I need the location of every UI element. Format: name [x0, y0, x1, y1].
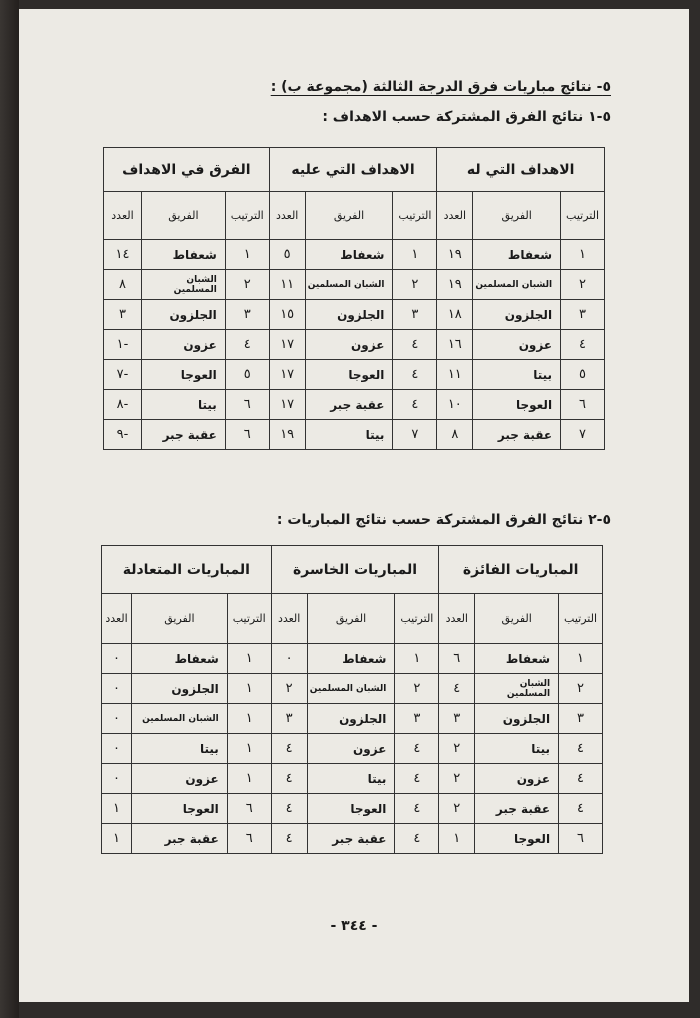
rank-cell: ٤ [393, 360, 437, 390]
goals-table-group-row [104, 148, 605, 192]
count-cell: ٣ [271, 704, 307, 734]
count-cell: ١٧ [269, 360, 305, 390]
column-header: العدد [104, 192, 142, 240]
goals-table-subheader-row [104, 192, 605, 240]
table-row [104, 300, 605, 330]
count-cell: ١١ [437, 360, 473, 390]
rank-cell: ١ [227, 734, 271, 764]
rank-cell: ٣ [559, 704, 603, 734]
rank-cell: ٤ [395, 824, 439, 854]
count-cell: ١٨ [437, 300, 473, 330]
left-binding-strip [0, 0, 19, 1018]
rank-cell: ٦ [227, 824, 271, 854]
team-cell: الشبان المسلمين [307, 674, 395, 704]
team-cell: عزون [307, 734, 395, 764]
count-cell: ٤ [271, 734, 307, 764]
count-cell: ١٦ [437, 330, 473, 360]
table-row [102, 794, 603, 824]
count-cell: ١٧ [269, 330, 305, 360]
table-row [102, 644, 603, 674]
team-cell: عقبة جبر [305, 390, 393, 420]
count-cell: ٨ [437, 420, 473, 450]
column-header: الترتيب [559, 594, 603, 644]
group-header: الاهداف التي عليه [269, 148, 437, 192]
count-cell: ٤ [439, 674, 475, 704]
count-cell: ١٩ [269, 420, 305, 450]
count-cell: ٣ [104, 300, 142, 330]
rank-cell: ١ [393, 240, 437, 270]
rank-cell: ٦ [227, 794, 271, 824]
rank-cell: ٤ [225, 330, 269, 360]
rank-cell: ٧ [561, 420, 605, 450]
team-cell: الجلزون [305, 300, 393, 330]
rank-cell: ٤ [395, 794, 439, 824]
team-cell: بيتا [307, 764, 395, 794]
rank-cell: ١ [395, 644, 439, 674]
group-header: المباريات الفائزة [439, 546, 603, 594]
group-header: الاهداف التي له [437, 148, 605, 192]
count-cell: ١٠ [437, 390, 473, 420]
rank-cell: ٤ [395, 764, 439, 794]
team-cell: بيتا [141, 390, 225, 420]
column-header: الفريق [475, 594, 559, 644]
count-cell: ٨ [104, 270, 142, 300]
table-row [104, 420, 605, 450]
table-row [102, 764, 603, 794]
table-row [102, 824, 603, 854]
team-cell: عقبة جبر [132, 824, 228, 854]
rank-cell: ١ [227, 704, 271, 734]
rank-cell: ٦ [561, 390, 605, 420]
count-cell: ٠ [102, 764, 132, 794]
rank-cell: ٢ [561, 270, 605, 300]
rank-cell: ٣ [561, 300, 605, 330]
team-cell: الجلزون [473, 300, 561, 330]
count-cell: ٠ [102, 644, 132, 674]
count-cell: ٣ [439, 704, 475, 734]
column-header: الفريق [473, 192, 561, 240]
column-header: الترتيب [395, 594, 439, 644]
team-cell: بيتا [475, 734, 559, 764]
count-cell: -٧ [104, 360, 142, 390]
rank-cell: ٤ [559, 764, 603, 794]
rank-cell: ٤ [393, 390, 437, 420]
table-row [102, 674, 603, 704]
team-cell: شعفاط [305, 240, 393, 270]
table-row [104, 390, 605, 420]
count-cell: ١ [102, 824, 132, 854]
count-cell: ١٩ [437, 240, 473, 270]
rank-cell: ٤ [559, 734, 603, 764]
column-header: الفريق [141, 192, 225, 240]
document-page [19, 9, 689, 1002]
count-cell: ٠ [102, 704, 132, 734]
rank-cell: ٦ [225, 390, 269, 420]
team-cell: العوجا [305, 360, 393, 390]
column-header: العدد [271, 594, 307, 644]
column-header: الترتيب [561, 192, 605, 240]
team-cell: الشبان المسلمين [141, 270, 225, 300]
column-header: العدد [437, 192, 473, 240]
team-cell: عقبة جبر [473, 420, 561, 450]
column-header: الفريق [132, 594, 228, 644]
team-cell: عزون [141, 330, 225, 360]
count-cell: ٤ [271, 794, 307, 824]
team-cell: الشبان المسلمين [305, 270, 393, 300]
page-number: - ٣٤٤ - [330, 918, 378, 934]
team-cell: الشبان المسلمين [475, 674, 559, 704]
team-cell: العوجا [141, 360, 225, 390]
count-cell: ١١ [269, 270, 305, 300]
count-cell: ٢ [439, 794, 475, 824]
rank-cell: ١ [227, 644, 271, 674]
team-cell: الشبان المسلمين [132, 704, 228, 734]
count-cell: ١ [439, 824, 475, 854]
team-cell: بيتا [473, 360, 561, 390]
team-cell: بيتا [305, 420, 393, 450]
count-cell: -١ [104, 330, 142, 360]
goals-table [103, 147, 605, 450]
team-cell: عزون [475, 764, 559, 794]
team-cell: الجلزون [475, 704, 559, 734]
column-header: الترتيب [227, 594, 271, 644]
team-cell: شعفاط [473, 240, 561, 270]
rank-cell: ٣ [395, 704, 439, 734]
count-cell: ٦ [439, 644, 475, 674]
count-cell: ١ [102, 794, 132, 824]
rank-cell: ٢ [393, 270, 437, 300]
subsection-2-title: ٥-٢ نتائج الفرق المشتركة حسب نتائج المباريات : [276, 512, 611, 528]
count-cell: ١٥ [269, 300, 305, 330]
count-cell: ١٧ [269, 390, 305, 420]
team-cell: بيتا [132, 734, 228, 764]
team-cell: شعفاط [132, 644, 228, 674]
team-cell: العوجا [475, 824, 559, 854]
count-cell: ٠ [102, 734, 132, 764]
rank-cell: ٢ [395, 674, 439, 704]
team-cell: عزون [132, 764, 228, 794]
count-cell: ٠ [102, 674, 132, 704]
team-cell: العوجا [473, 390, 561, 420]
count-cell: ٢ [271, 674, 307, 704]
team-cell: الشبان المسلمين [473, 270, 561, 300]
rank-cell: ١ [561, 240, 605, 270]
team-cell: عزون [473, 330, 561, 360]
count-cell: ١٩ [437, 270, 473, 300]
team-cell: شعفاط [141, 240, 225, 270]
team-cell: عقبة جبر [307, 824, 395, 854]
table-row [104, 360, 605, 390]
column-header: الترتيب [225, 192, 269, 240]
matches-table [101, 545, 603, 854]
table-row [104, 270, 605, 300]
column-header: الترتيب [393, 192, 437, 240]
group-header: المباريات الخاسرة [271, 546, 439, 594]
rank-cell: ١ [227, 764, 271, 794]
team-cell: العوجا [132, 794, 228, 824]
count-cell: -٩ [104, 420, 142, 450]
team-cell: الجلزون [307, 704, 395, 734]
rank-cell: ٣ [225, 300, 269, 330]
rank-cell: ٢ [225, 270, 269, 300]
team-cell: الجلزون [141, 300, 225, 330]
column-header: العدد [269, 192, 305, 240]
subsection-1-title: ٥-١ نتائج الفرق المشتركة حسب الاهداف : [322, 109, 611, 125]
column-header: العدد [439, 594, 475, 644]
column-header: العدد [102, 594, 132, 644]
team-cell: العوجا [307, 794, 395, 824]
column-header: الفريق [307, 594, 395, 644]
rank-cell: ١ [225, 240, 269, 270]
rank-cell: ٤ [395, 734, 439, 764]
team-cell: عقبة جبر [475, 794, 559, 824]
team-cell: عزون [305, 330, 393, 360]
rank-cell: ١ [559, 644, 603, 674]
matches-table-subheader-row [102, 594, 603, 644]
rank-cell: ٥ [225, 360, 269, 390]
rank-cell: ٢ [559, 674, 603, 704]
count-cell: ٤ [271, 764, 307, 794]
count-cell: ٢ [439, 734, 475, 764]
team-cell: الجلزون [132, 674, 228, 704]
count-cell: ٤ [271, 824, 307, 854]
table-row [104, 330, 605, 360]
count-cell: ٠ [271, 644, 307, 674]
rank-cell: ٦ [559, 824, 603, 854]
column-header: الفريق [305, 192, 393, 240]
rank-cell: ١ [227, 674, 271, 704]
rank-cell: ٤ [559, 794, 603, 824]
team-cell: عقبة جبر [141, 420, 225, 450]
team-cell: شعفاط [307, 644, 395, 674]
count-cell: ٥ [269, 240, 305, 270]
table-row [102, 734, 603, 764]
matches-table-group-row [102, 546, 603, 594]
rank-cell: ٥ [561, 360, 605, 390]
group-header: الفرق في الاهداف [104, 148, 270, 192]
table-row [102, 704, 603, 734]
rank-cell: ٤ [393, 330, 437, 360]
count-cell: ١٤ [104, 240, 142, 270]
section-title: ٥- نتائج مباريات فرق الدرجة الثالثة (مجموعة ب) : [270, 79, 611, 95]
rank-cell: ٤ [561, 330, 605, 360]
group-header: المباريات المتعادلة [102, 546, 272, 594]
rank-cell: ٧ [393, 420, 437, 450]
rank-cell: ٣ [393, 300, 437, 330]
team-cell: شعفاط [475, 644, 559, 674]
table-row [104, 240, 605, 270]
rank-cell: ٦ [225, 420, 269, 450]
count-cell: ٢ [439, 764, 475, 794]
count-cell: -٨ [104, 390, 142, 420]
